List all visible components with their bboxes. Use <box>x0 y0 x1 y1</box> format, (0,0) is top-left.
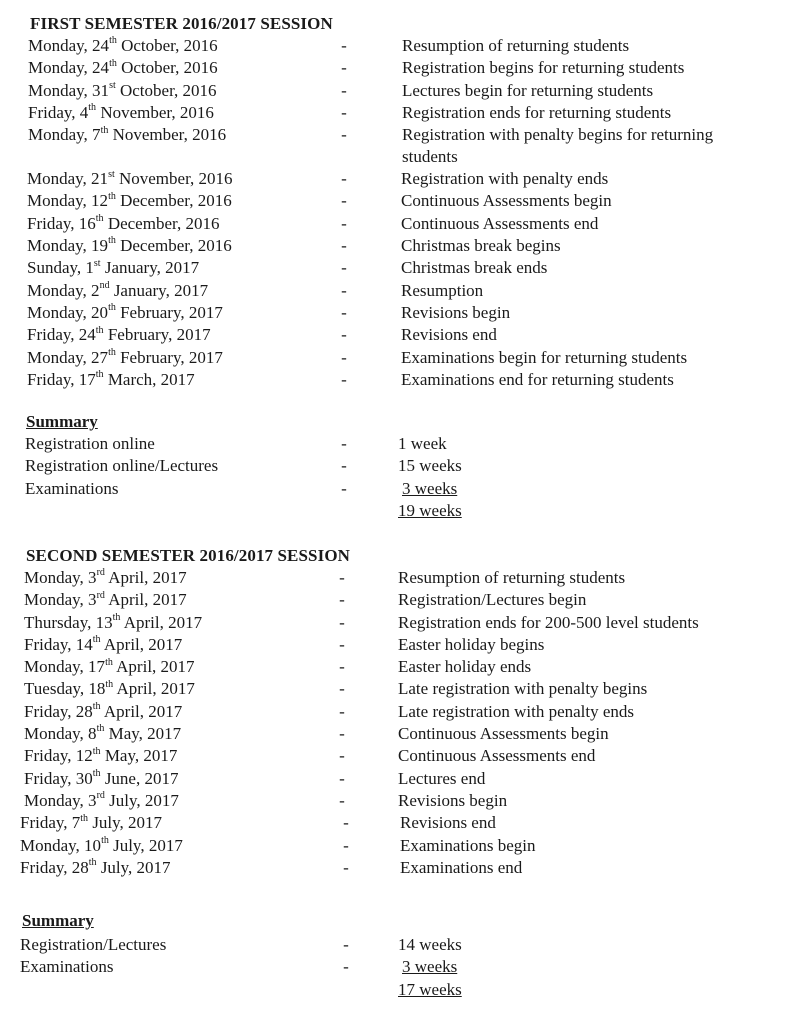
row-event: Resumption of returning students <box>398 568 626 587</box>
row-event: Lectures end <box>398 768 486 788</box>
row-separator: - <box>339 701 345 721</box>
schedule-row <box>0 213 796 235</box>
row-event: Registration ends for 200-500 level students <box>398 612 699 632</box>
summary-label: Registration online <box>25 434 155 453</box>
schedule-row <box>0 768 796 790</box>
row-event: Registration with penalty begins for returning students <box>402 125 714 167</box>
row-date-day: Monday, 2 <box>27 280 100 300</box>
row-date <box>28 80 217 102</box>
row-date-suffix: th <box>112 611 121 623</box>
row-event: Examinations begin <box>400 835 536 855</box>
row-separator: - <box>341 36 347 55</box>
row-date-day: Monday, 12 <box>27 191 109 211</box>
row-date <box>27 213 219 235</box>
row-date-month-year: April, 2017 <box>100 634 183 654</box>
row-event: Lectures begin for returning students <box>402 80 654 100</box>
summary-label: Examinations <box>25 478 119 498</box>
summary-total: 19 weeks <box>398 500 462 520</box>
schedule-row <box>0 80 796 102</box>
row-date-month-year: April, 2017 <box>104 590 187 610</box>
summary-total: 17 weeks <box>398 979 462 999</box>
row-event: Revisions end <box>400 813 496 833</box>
row-date <box>28 102 214 124</box>
row-date-day: Monday, 19 <box>27 236 109 256</box>
row-date-suffix: rd <box>96 790 105 802</box>
row-date-day: Monday, 31 <box>28 80 110 100</box>
row-date-suffix: th <box>100 124 109 136</box>
row-date <box>24 701 182 723</box>
schedule-row <box>0 57 796 79</box>
row-separator: - <box>341 236 347 256</box>
schedule-row <box>0 812 796 834</box>
summary-row <box>0 455 796 477</box>
row-date <box>27 369 195 391</box>
row-event: Continuous Assessments end <box>401 213 599 233</box>
row-date-day: Friday, 12 <box>24 746 93 766</box>
row-date-suffix: th <box>105 656 113 668</box>
row-date-suffix: th <box>109 57 117 69</box>
row-date <box>24 768 178 790</box>
row-date-day: Friday, 14 <box>24 634 93 654</box>
row-separator: - <box>341 347 347 367</box>
row-event: Revisions begin <box>398 790 508 810</box>
row-separator: - <box>339 724 345 744</box>
schedule-row <box>0 324 796 346</box>
row-date <box>27 257 199 279</box>
schedule-row <box>0 612 796 634</box>
row-date <box>20 835 183 857</box>
row-date <box>24 656 195 678</box>
row-date-suffix: th <box>92 768 101 780</box>
row-date <box>24 745 177 767</box>
row-date <box>24 790 179 812</box>
row-separator: - <box>341 58 347 78</box>
second-summary <box>0 934 796 1001</box>
row-date-month-year: November, 2016 <box>114 169 233 189</box>
row-date-day: Tuesday, 18 <box>24 679 106 699</box>
row-event: Examinations end for returning students <box>401 369 674 389</box>
row-date-day: Friday, 7 <box>20 813 81 833</box>
row-date-day: Friday, 4 <box>28 102 89 122</box>
summary-label: Registration online/Lectures <box>25 456 219 476</box>
schedule-row <box>0 835 796 857</box>
row-date-day: Monday, 21 <box>27 169 109 189</box>
schedule-row <box>0 302 796 324</box>
row-date-month-year: April, 2017 <box>104 568 187 587</box>
row-date-day: Friday, 28 <box>24 701 93 721</box>
row-date-month-year: June, 2017 <box>100 768 179 788</box>
row-date-suffix: rd <box>96 589 105 601</box>
summary-value: 3 weeks <box>402 478 458 498</box>
summary-separator: - <box>341 478 347 498</box>
row-date-month-year: February, 2017 <box>103 325 211 345</box>
summary-separator: - <box>343 935 349 954</box>
row-separator: - <box>343 857 349 877</box>
summary-total-row <box>0 979 796 1001</box>
row-date-month-year: May, 2017 <box>100 746 178 766</box>
row-event: Resumption <box>401 280 484 300</box>
first-summary <box>0 433 796 522</box>
row-date-month-year: January, 2017 <box>109 280 209 300</box>
row-event: Revisions begin <box>401 302 511 322</box>
row-separator: - <box>341 125 347 145</box>
row-date-suffix: th <box>96 723 105 735</box>
summary-row <box>0 478 796 500</box>
row-date-month-year: April, 2017 <box>112 657 195 677</box>
row-date-day: Monday, 24 <box>28 36 110 55</box>
row-separator: - <box>341 191 347 211</box>
schedule-row <box>0 369 796 391</box>
row-date-suffix: th <box>101 834 109 846</box>
row-event: Examinations begin for returning students <box>401 347 688 367</box>
row-date-suffix: th <box>80 812 89 824</box>
row-date <box>24 723 181 745</box>
row-date <box>28 35 218 57</box>
row-date <box>24 634 182 656</box>
row-event: Continuous Assessments end <box>398 746 596 766</box>
row-date-month-year: May, 2017 <box>104 724 182 744</box>
row-date <box>27 280 208 302</box>
row-event: Late registration with penalty begins <box>398 679 648 699</box>
row-separator: - <box>341 213 347 233</box>
first-semester-schedule <box>0 35 796 391</box>
summary-label: Registration/Lectures <box>20 935 167 954</box>
schedule-row <box>0 124 796 168</box>
row-event: Revisions end <box>401 325 497 345</box>
row-event: Continuous Assessments begin <box>401 191 612 211</box>
row-date-month-year: December, 2016 <box>115 191 232 211</box>
schedule-row <box>0 857 796 879</box>
row-date-suffix: th <box>92 701 101 713</box>
row-date-day: Sunday, 1 <box>27 258 94 278</box>
row-date-month-year: November, 2016 <box>108 125 227 145</box>
row-date-month-year: December, 2016 <box>103 213 220 233</box>
row-date-day: Friday, 16 <box>27 213 96 233</box>
row-date-suffix: th <box>108 235 116 247</box>
row-separator: - <box>341 258 347 278</box>
schedule-row <box>0 634 796 656</box>
summary-label: Examinations <box>20 957 114 977</box>
row-date-month-year: July, 2017 <box>104 790 179 810</box>
summary-value: 3 weeks <box>402 957 458 977</box>
row-date-suffix: st <box>108 168 115 180</box>
row-date-month-year: October, 2016 <box>116 36 218 55</box>
schedule-row <box>0 347 796 369</box>
row-event: Easter holiday ends <box>398 657 532 677</box>
row-date-day: Monday, 10 <box>20 835 102 855</box>
schedule-row <box>0 745 796 767</box>
schedule-row <box>0 567 796 589</box>
schedule-row <box>0 257 796 279</box>
summary-row <box>0 956 796 978</box>
row-date-month-year: July, 2017 <box>96 857 171 877</box>
row-date-suffix: th <box>88 102 97 114</box>
schedule-row <box>0 589 796 611</box>
row-date-month-year: November, 2016 <box>96 102 214 122</box>
row-date-suffix: th <box>95 369 104 381</box>
summary-value: 14 weeks <box>398 935 462 954</box>
row-date-suffix: th <box>95 324 104 336</box>
summary-separator: - <box>341 456 347 476</box>
row-date-suffix: st <box>109 79 116 91</box>
summary-row <box>0 934 796 956</box>
row-date-month-year: February, 2017 <box>115 302 223 322</box>
row-date-month-year: July, 2017 <box>108 835 183 855</box>
schedule-row <box>0 701 796 723</box>
row-date-day: Friday, 28 <box>20 857 89 877</box>
first-semester-heading: FIRST SEMESTER 2016/2017 SESSION <box>30 14 333 33</box>
row-date-month-year: December, 2016 <box>115 236 232 256</box>
row-event: Christmas break begins <box>401 236 561 256</box>
row-date-month-year: January, 2017 <box>100 258 200 278</box>
second-semester-schedule <box>0 567 796 879</box>
row-date-suffix: th <box>109 35 117 47</box>
summary-separator: - <box>343 957 349 977</box>
row-date-day: Friday, 24 <box>27 325 96 345</box>
row-date-suffix: th <box>95 213 104 225</box>
schedule-row <box>0 656 796 678</box>
schedule-row <box>0 280 796 302</box>
row-date-suffix: nd <box>99 280 110 292</box>
row-date <box>24 612 202 634</box>
row-date-day: Monday, 24 <box>28 58 110 78</box>
row-date-day: Monday, 3 <box>24 790 97 810</box>
row-event: Resumption of returning students <box>402 36 630 55</box>
row-date-day: Monday, 27 <box>27 347 109 367</box>
schedule-row <box>0 235 796 257</box>
row-separator: - <box>339 657 345 677</box>
row-separator: - <box>339 768 345 788</box>
schedule-row <box>0 35 796 57</box>
row-date-day: Monday, 20 <box>27 302 109 322</box>
row-separator: - <box>343 813 349 833</box>
schedule-row <box>0 168 796 190</box>
row-date-month-year: July, 2017 <box>88 813 163 833</box>
row-separator: - <box>341 325 347 345</box>
row-event: Registration with penalty ends <box>401 169 609 189</box>
row-date-suffix: th <box>108 346 116 358</box>
row-date-month-year: October, 2016 <box>115 80 217 100</box>
row-date-suffix: th <box>92 634 101 646</box>
row-date-suffix: rd <box>96 567 105 579</box>
row-date-suffix: st <box>93 257 101 269</box>
schedule-row <box>0 723 796 745</box>
row-date-day: Friday, 17 <box>27 369 96 389</box>
row-separator: - <box>341 369 347 389</box>
row-date <box>20 857 171 879</box>
row-separator: - <box>341 80 347 100</box>
row-date-day: Friday, 30 <box>24 768 93 788</box>
row-date-month-year: April, 2017 <box>113 679 195 699</box>
second-semester-heading: SECOND SEMESTER 2016/2017 SESSION <box>26 546 351 565</box>
row-date-day: Monday, 3 <box>24 568 97 587</box>
row-date-month-year: October, 2016 <box>116 58 218 78</box>
row-separator: - <box>339 590 345 610</box>
row-separator: - <box>339 790 345 810</box>
row-date <box>24 567 187 589</box>
summary-separator: - <box>341 434 347 453</box>
row-date-month-year: March, 2017 <box>103 369 195 389</box>
row-date-month-year: April, 2017 <box>100 701 183 721</box>
row-date-day: Thursday, 13 <box>24 612 113 632</box>
row-date <box>24 589 187 611</box>
row-event: Easter holiday begins <box>398 634 545 654</box>
row-date-day: Monday, 17 <box>24 657 106 677</box>
row-event: Continuous Assessments begin <box>398 724 609 744</box>
first-summary-title: Summary <box>26 412 98 431</box>
summary-row <box>0 433 796 455</box>
second-summary-title: Summary <box>22 911 94 930</box>
row-date <box>27 235 232 257</box>
row-date-day: Monday, 3 <box>24 590 97 610</box>
row-date <box>28 124 226 146</box>
row-date <box>27 324 211 346</box>
row-date <box>27 190 232 212</box>
schedule-row <box>0 790 796 812</box>
row-date-day: Monday, 7 <box>28 125 101 145</box>
row-date-suffix: th <box>88 857 97 869</box>
row-event: Christmas break ends <box>401 258 548 278</box>
row-event: Registration/Lectures begin <box>398 590 587 610</box>
summary-value: 15 weeks <box>398 456 462 476</box>
row-date <box>28 57 218 79</box>
row-date <box>27 347 223 369</box>
row-date-suffix: th <box>105 678 114 690</box>
row-separator: - <box>341 280 347 300</box>
row-date <box>27 168 233 190</box>
row-date <box>27 302 223 324</box>
row-separator: - <box>341 102 347 122</box>
row-separator: - <box>339 679 345 699</box>
schedule-row <box>0 102 796 124</box>
row-date-day: Monday, 8 <box>24 724 97 744</box>
row-date-month-year: February, 2017 <box>115 347 223 367</box>
row-event: Registration begins for returning students <box>402 58 685 78</box>
summary-value: 1 week <box>398 434 447 453</box>
row-separator: - <box>339 568 345 587</box>
row-separator: - <box>339 634 345 654</box>
schedule-row <box>0 190 796 212</box>
row-separator: - <box>343 835 349 855</box>
row-event: Registration ends for returning students <box>402 102 672 122</box>
schedule-row <box>0 678 796 700</box>
row-date <box>20 812 162 834</box>
row-date-month-year: April, 2017 <box>120 612 203 632</box>
row-separator: - <box>341 169 347 189</box>
row-date-suffix: th <box>92 745 101 757</box>
row-separator: - <box>341 302 347 322</box>
row-date-suffix: th <box>108 302 116 314</box>
row-separator: - <box>339 746 345 766</box>
row-separator: - <box>339 612 345 632</box>
summary-total-row <box>0 500 796 522</box>
row-date <box>24 678 195 700</box>
row-event: Examinations end <box>400 857 523 877</box>
row-date-suffix: th <box>108 190 116 202</box>
row-event: Late registration with penalty ends <box>398 701 635 721</box>
